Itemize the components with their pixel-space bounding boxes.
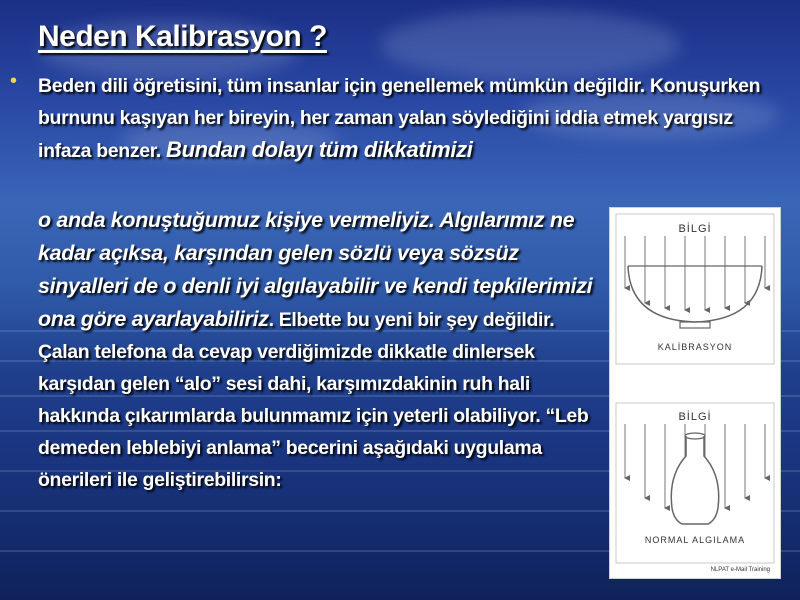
paragraph-body-text: . Elbette bu yeni bir şey değildir. Çalan telefona da cevap verdiğimizde dikkatle dinlersek karşıdan gelen “alo” sesi dahi, karşımızdakinin ruh hali hakkında çıkarımlarda bulunmamız için yeterli olabiliyor. “Leb demeden leblebiyi anlama” becerini aşağıdaki uygulama önerileri ile geliştirebilirsin: bbox=[38, 309, 589, 491]
top-panel bbox=[616, 214, 774, 364]
calibration-figure bbox=[609, 207, 781, 579]
bottom-info-label: BİLGİ bbox=[678, 411, 712, 423]
calibration-diagram bbox=[610, 208, 780, 578]
paragraph-intro-emphasis: Bundan dolayı tüm dikkatimizi bbox=[166, 137, 473, 162]
bottom-panel bbox=[616, 403, 774, 573]
top-info-label: BİLGİ bbox=[678, 223, 712, 235]
bottom-caption: NORMAL ALGILAMA bbox=[644, 535, 746, 545]
vase-shape bbox=[671, 436, 718, 524]
slide-title: Neden Kalibrasyon ? bbox=[38, 20, 327, 53]
paragraph-intro bbox=[38, 70, 788, 167]
paragraph-intro-text: Beden dili öğretisini, tüm insanlar için genellemek mümkün değildir. Konuşurken burnunu kaşıyan her bireyin, her zaman yalan söylediğini iddia etmek yargısız infaza benzer. bbox=[38, 75, 761, 162]
top-caption: KALİBRASYON bbox=[657, 342, 733, 352]
paragraph-body bbox=[38, 204, 608, 496]
bowl-shape bbox=[628, 266, 762, 322]
top-arrows bbox=[625, 236, 765, 310]
figure-credit: NLPAT e-Mail Training bbox=[710, 567, 770, 573]
bullet-icon: • bbox=[10, 70, 18, 92]
paragraph-body-emphasis: o anda konuştuğumuz kişiye vermeliyiz. Algılarımız ne kadar açıksa, karşından gelen sözlü veya sözsüz sinyalleri de o denli iyi algılayabilir ve kendi tepkilerimizi ona göre ayarlayabiliriz bbox=[38, 208, 593, 331]
